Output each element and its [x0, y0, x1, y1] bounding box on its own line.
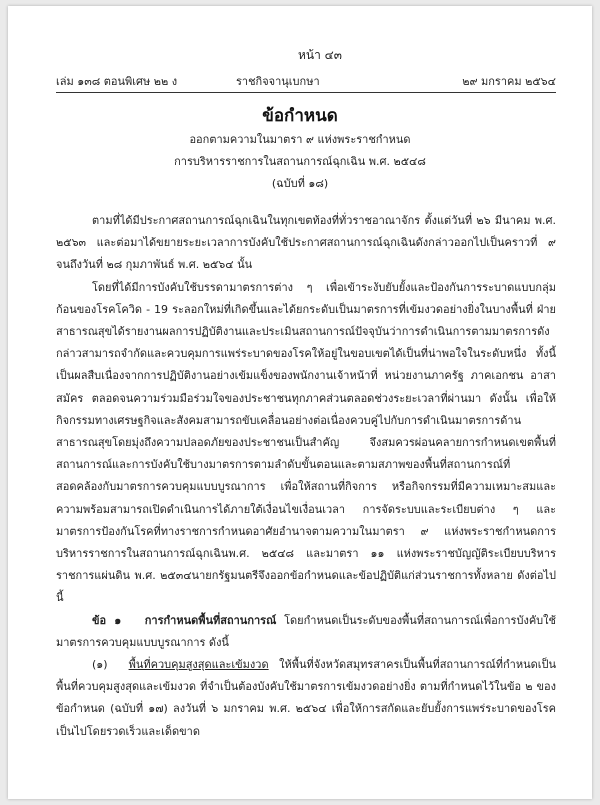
item-1-heading: พื้นที่ควบคุมสูงสุดและเข้มงวด	[128, 658, 269, 672]
clause-1-item-1	[56, 654, 556, 743]
header-rule	[56, 92, 556, 93]
subtitle-line-1: ออกตามความในมาตรา ๙ แห่งพระราชกำหนด	[189, 133, 411, 146]
document-page	[8, 6, 592, 799]
subtitle-line-3: (ฉบับที่ ๑๘)	[271, 177, 329, 190]
item-1-text: ให้พื้นที่จังหวัดสมุทรสาครเป็นพื้นที่สถานการณ์ที่กำหนดเป็นพื้นที่ควบคุมสูงสุดและเข้มงวด ที่จำเป็นต้องบังคับใช้มาตรการเข้มงวดอย่างยิ่ง ตามที่กำหนดไว้ในข้อ ๒ ของข้อกำหนด (ฉบับที่ ๑๗) ลงวันที่ ๖ มกราคม พ.ศ. ๒๕๖๔ เพื่อให้การสกัดและยับยั้งการแพร่ระบาดของโรคเป็นไปโดยรวดเร็วและเด็ดขาด	[56, 658, 557, 738]
clause-1	[56, 610, 556, 654]
item-1-label: (๑)	[92, 658, 108, 672]
issue-date: ๒๙ มกราคม ๒๕๖๔	[462, 75, 556, 88]
subtitle-line-2: การบริหารราชการในสถานการณ์ฉุกเฉิน พ.ศ. ๒๕๔๘	[174, 155, 426, 168]
clause-1-text: โดยกำหนดเป็นระดับของพื้นที่สถานการณ์เพื่อการบังคับใช้มาตรการควบคุมแบบบูรณาการ ดังนี้	[56, 613, 556, 649]
clause-1-heading: การกำหนดพื้นที่สถานการณ์	[144, 613, 277, 627]
document-title: ข้อกำหนด	[262, 106, 338, 126]
paragraph-1: ตามที่ได้มีประกาศสถานการณ์ฉุกเฉินในทุกเขตท้องที่ทั่วราชอาณาจักร ตั้งแต่วันที่ ๒๖ มีนาคม พ.ศ. ๒๕๖๓ และต่อมาได้ขยายระยะเวลาการบังคับใช้ประกาศสถานการณ์ฉุกเฉินดังกล่าวออกไปเป็นคราวที่ ๙ จนถึงวันที่ ๒๘ กุมภาพันธ์ พ.ศ. ๒๕๖๔ นั้น	[56, 214, 556, 272]
paragraph-2: โดยที่ได้มีการบังคับใช้บรรดามาตรการต่าง ๆ เพื่อเข้าระงับยับยั้งและป้องกันการระบาดแบบกลุ่มก้อนของโรคโควิด - 19 ระลอกใหม่ที่เกิดขึ้นและได้ยกระดับเป็นมาตรการที่เข้มงวดอย่างยิ่งในบางพื้นที่ ฝ่ายสาธารณสุขได้รายงานผลการปฏิบัติงานและประเมินสถานการณ์ปัจจุบันว่าการดำเนินการตามมาตรการดังกล่าวสามารถจำกัดและควบคุมการแพร่ระบาดของโรคให้อยู่ในขอบเขตได้เป็นที่น่าพอใจในระดับหนึ่ง ทั้งนี้ เป็นผลสืบเนื่องจากการปฏิบัติงานอย่างเข้มแข็งของพนักงานเจ้าหน้าที่ หน่วยงานภาครัฐ ภาคเอกชน อาสาสมัคร ตลอดจนความร่วมมือร่วมใจของประชาชนทุกภาคส่วนตลอดช่วงระยะเวลาที่ผ่านมา ดังนั้น เพื่อให้กิจกรรมทางเศรษฐกิจและสังคมสามารถขับเคลื่อนอย่างต่อเนื่องควบคู่ไปกับการดำเนินมาตรการด้านสาธารณสุขโดยมุ่งถึงความปลอดภัยของประชาชนเป็นสำคัญ จึงสมควรผ่อนคลายการกำหนดเขตพื้นที่สถานการณ์และการบังคับใช้บางมาตรการตามลำดับขั้นตอนและตามสภาพของพื้นที่สถานการณ์ที่สอดคล้องกับมาตรการควบคุมแบบบูรณาการ เพื่อให้สถานที่กิจการ หรือกิจกรรมที่มีความเหมาะสมและความพร้อมสามารถเปิดดำเนินการได้ภายใต้เงื่อนไขเงื่อนเวลา การจัดระบบและระเบียบต่าง ๆ และมาตรการป้องกันโรคที่ทางราชการกำหนดอาศัยอำนาจตามความในมาตรา ๙ แห่งพระราชกำหนดการบริหารราชการในสถานการณ์ฉุกเฉินพ.ศ. ๒๕๔๘ และมาตรา ๑๑ แห่งพระราชบัญญัติระเบียบบริหารราชการแผ่นดิน พ.ศ. ๒๕๓๔นายกรัฐมนตรีจึงออกข้อกำหนดและข้อปฏิบัติแก่ส่วนราชการทั้งหลาย ดังต่อไปนี้	[56, 280, 556, 605]
clause-1-label: ข้อ ๑	[92, 613, 122, 627]
document-body	[56, 210, 556, 743]
page-number: หน้า ๔๓	[298, 48, 342, 62]
volume-label: เล่ม ๑๓๘ ตอนพิเศษ ๒๒ ง	[56, 75, 178, 88]
gazette-name: ราชกิจจานุเบกษา	[236, 75, 320, 88]
